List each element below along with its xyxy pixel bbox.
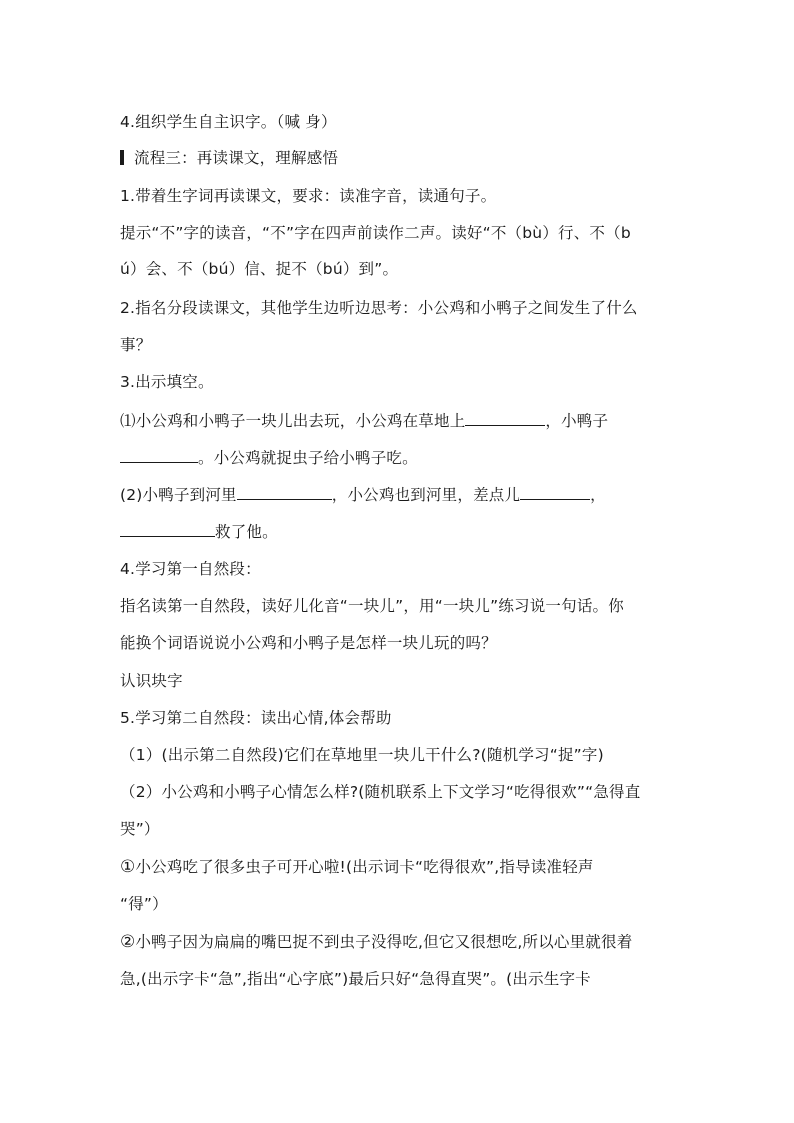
fill-blank (465, 410, 545, 426)
circled-2-mark: ② (120, 932, 136, 952)
circled-1-line-2: “得”） (120, 895, 168, 913)
fill-1-text-b: ，小鸭子 (545, 412, 609, 430)
fill-2-line-2 (120, 521, 278, 542)
item-5-sub-1: （1）(出示第二自然段)它们在草地里一块儿干什么?(随机学习“捉”字) (120, 746, 604, 764)
fill-2-text-c: ， (590, 486, 606, 504)
fill-blank (520, 484, 590, 500)
item-2-line-1: 2.指名分段读课文，其他学生边听边思考：小公鸡和小鸭子之间发生了什么 (120, 299, 638, 317)
recognize-char: 认识块字 (120, 672, 183, 690)
item-4-text-line-2: 能换个词语说说小公鸡和小鸭子是怎样一块儿玩的吗？ (120, 634, 497, 652)
item-1: 1.带着生字词再读课文，要求：读准字音，读通句子。 (120, 187, 497, 205)
flow-3-text: 流程三：再读课文，理解感悟 (134, 149, 339, 167)
item-4: 4.学习第一自然段： (120, 560, 261, 578)
fill-1-line-2 (120, 447, 418, 468)
section-marker (120, 150, 124, 165)
fill-blank (120, 521, 215, 537)
fill-1-text-a: ⑴小公鸡和小鸭子一块儿出去玩，小公鸡在草地上 (120, 412, 466, 430)
circled-2-text: 小鸭子因为扁扁的嘴巴捉不到虫子没得吃,但它又很想吃,所以心里就很着 (135, 933, 633, 951)
tip-line-2: ú）会、不（bú）信、捉不（bú）到”。 (120, 260, 399, 278)
flow-3-heading (120, 148, 338, 168)
circled-1-line-1 (120, 857, 594, 877)
circled-1-mark: ① (120, 857, 136, 877)
fill-blank (237, 484, 332, 500)
item-3: 3.出示填空。 (120, 373, 214, 391)
circled-1-text: 小公鸡吃了很多虫子可开心啦!(出示词卡“吃得很欢”,指导读准轻声 (135, 858, 594, 876)
fill-2-text-a: (2)小鸭子到河里 (120, 486, 237, 504)
fill-1-line-1 (120, 410, 608, 431)
item-5-sub-2-line-2: 哭”） (120, 820, 160, 838)
step-4-heading: 4.组织学生自主识字。（喊 身） (120, 113, 337, 131)
fill-1-text-c: 。小公鸡就捉虫子给小鸭子吃。 (198, 449, 418, 467)
fill-2-text-d: 救了他。 (215, 523, 278, 541)
tip-line-1: 提示“不”字的读音，“不”字在四声前读作二声。读好“不（bù）行、不（b (120, 224, 631, 242)
item-5: 5.学习第二自然段：读出心情,体会帮助 (120, 709, 392, 727)
fill-2-text-b: ，小公鸡也到河里，差点儿 (331, 486, 521, 504)
circled-2-line-2: 急,(出示字卡“急”,指出“心字底”)最后只好“急得直哭”。(出示生字卡 (120, 970, 591, 988)
item-4-text-line-1: 指名读第一自然段，读好儿化音“一块儿”，用“一块儿”练习说一句话。你 (120, 597, 624, 615)
circled-2-line-1 (120, 932, 632, 952)
fill-2-line-1 (120, 484, 606, 505)
item-5-sub-2-line-1: （2）小公鸡和小鸭子心情怎么样?(随机联系上下文学习“吃得很欢”“急得直 (120, 783, 641, 801)
fill-blank (120, 447, 198, 463)
item-2-line-2: 事？ (120, 336, 152, 354)
